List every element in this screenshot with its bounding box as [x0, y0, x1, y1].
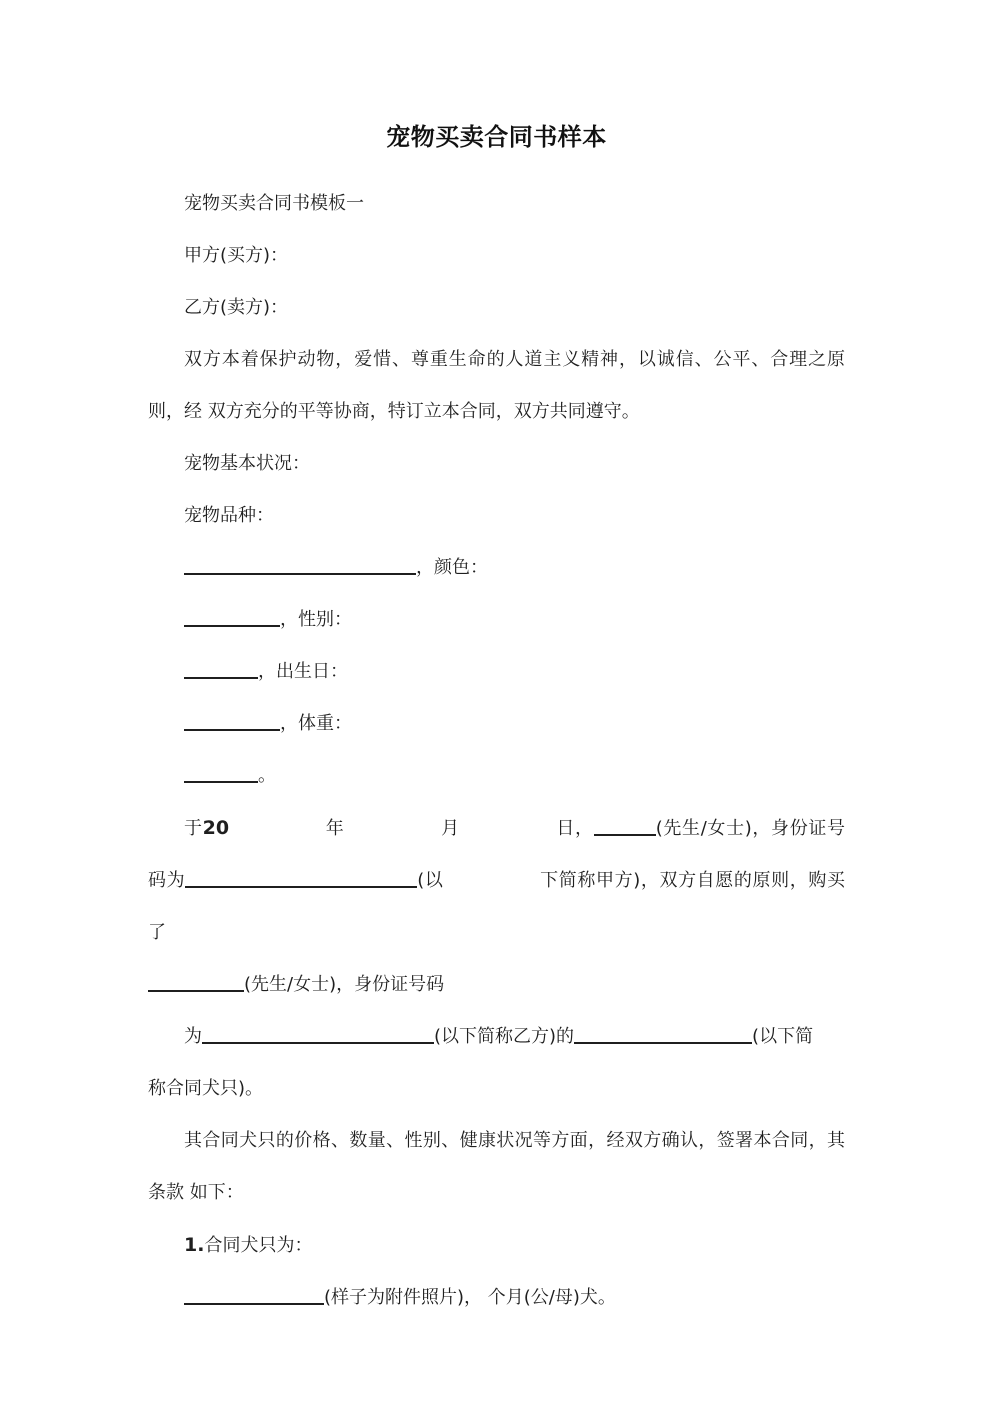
paragraph-clause-1-heading [148, 1219, 845, 1272]
clause-1-detail-text: (样子为附件照片)， 个月(公/母)犬。 [324, 1287, 616, 1308]
date-year-unit: 年 [325, 818, 345, 839]
clause-1-number: 1. [184, 1234, 205, 1256]
date-month-unit: 月 [440, 818, 460, 839]
paragraph-party-a [148, 230, 845, 282]
buyer-title-text: (先生/女士)，身份证号码为 [148, 818, 846, 891]
buyer-alias-close-text: 下简称甲方)，双方自愿的原则，购买了 [148, 870, 845, 943]
paragraph-gender-field [148, 594, 845, 646]
color-label-text: ，颜色： [416, 557, 488, 578]
paragraph-clause-1-detail [148, 1272, 845, 1324]
weight-end-text: 。 [258, 765, 276, 786]
birthdate-label-text: ，出生日： [258, 661, 348, 682]
date-prefix-text: 于 [184, 818, 203, 839]
buyer-name-blank-line[interactable] [594, 834, 656, 836]
page-title: 宠物买卖合同书样本 [386, 123, 607, 151]
seller-id-blank-line[interactable] [202, 1042, 434, 1044]
clause-1-label-text: 合同犬只为： [204, 1235, 313, 1256]
paragraph-preamble [148, 334, 845, 438]
date-year-number: 20 [202, 817, 230, 839]
paragraph-terms-intro [148, 1115, 845, 1219]
breed-blank-line[interactable] [184, 573, 416, 575]
paragraph-seller-and-dog [148, 1011, 845, 1063]
pet-breed-label-text: 宠物品种： [184, 505, 274, 526]
seller-title-text: (先生/女士)，身份证号码 [244, 974, 445, 995]
dog-alias-part1-text: (以下简 [752, 1026, 814, 1047]
gender-blank-line[interactable] [184, 677, 258, 679]
paragraph-pet-breed-label [148, 490, 845, 542]
paragraph-purchase-statement [148, 802, 845, 959]
paragraph-birthdate-field [148, 646, 845, 698]
buyer-alias-open-text: (以 [417, 870, 444, 891]
paragraph-pet-status-heading [148, 438, 845, 490]
terms-intro-text: 其合同犬只的价格、数量、性别、健康状况等方面，经双方确认，签署本合同，其条款 如下： [148, 1130, 845, 1203]
seller-name-blank-line[interactable] [148, 990, 244, 992]
dog-alias-part2-text: 称合同犬只)。 [148, 1078, 264, 1099]
paragraph-template-label [148, 178, 845, 230]
weight-blank-line[interactable] [184, 781, 258, 783]
pet-status-heading-text: 宠物基本状况： [184, 453, 310, 474]
party-b-label: 乙方(卖方)： [184, 297, 289, 318]
template-label-text: 宠物买卖合同书模板一 [184, 193, 364, 214]
paragraph-seller-identity [148, 959, 845, 1011]
buyer-id-blank-line[interactable] [185, 886, 417, 888]
gender-label-text: ，性别： [280, 609, 352, 630]
document-body [148, 120, 845, 1324]
dog-description-blank-line[interactable] [574, 1042, 752, 1044]
date-day-unit: 日， [555, 818, 594, 839]
paragraph-weight-field [148, 698, 845, 750]
color-blank-line[interactable] [184, 625, 280, 627]
party-a-label: 甲方(买方)： [184, 245, 289, 266]
birthdate-blank-line[interactable] [184, 729, 280, 731]
preamble-text: 双方本着保护动物，爱惜、尊重生命的人道主义精神，以诚信、公平、合理之原则，经 双方充分的平等协商，特订立本合同，双方共同遵守。 [148, 349, 845, 422]
paragraph-dog-alias-continued [148, 1063, 845, 1115]
weight-label-text: ，体重： [280, 713, 352, 734]
paragraph-party-b [148, 282, 845, 334]
seller-alias-text: (以下简称乙方)的 [434, 1026, 575, 1047]
paragraph-weight-value [148, 750, 845, 802]
clause-1-blank-line[interactable] [184, 1303, 324, 1305]
seller-id-prefix-text: 为 [184, 1026, 202, 1047]
paragraph-color-field [148, 542, 845, 594]
